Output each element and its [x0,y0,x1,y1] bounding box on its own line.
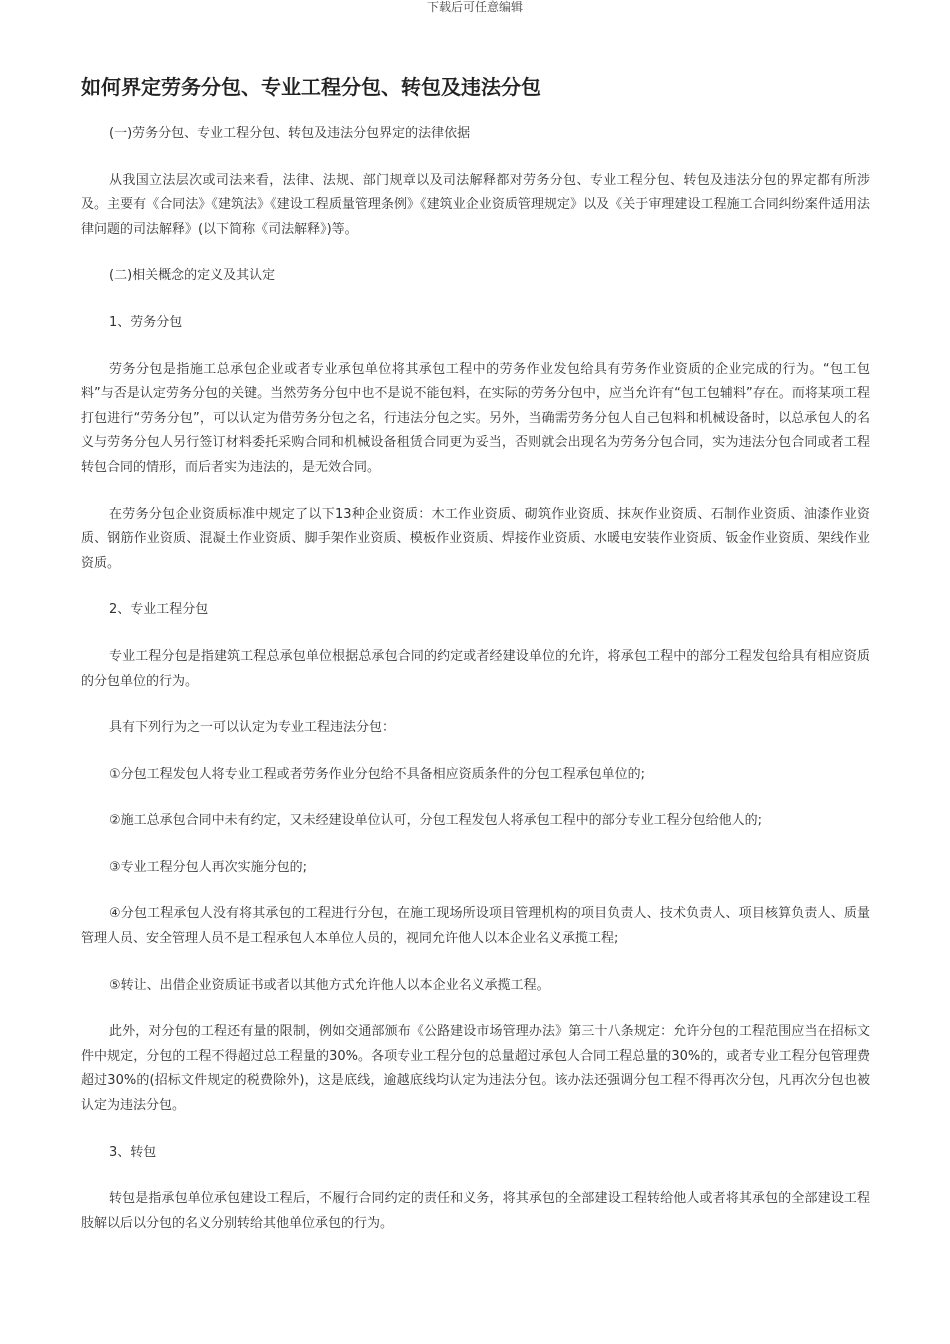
section-heading-legal-basis: (一)劳务分包、专业工程分包、转包及违法分包界定的法律依据 [109,126,471,141]
list-item-2: ②施工总承包合同中未有约定，又未经建设单位认可，分包工程发包人将承包工程中的部分专业工程分包给他人的; [109,813,763,829]
section-heading-definitions: (二)相关概念的定义及其认定 [109,268,276,284]
paragraph-transfer-definition: 转包是指承包单位承包建设工程后，不履行合同约定的责任和义务，将其承包的全部建设工程转给他人或者将其承包的全部建设工程肢解以后以分包的名义分别转给其他单位承包的行为。 [81,1191,870,1231]
paragraph-legal-sources: 从我国立法层次或司法来看，法律、法规、部门规章以及司法解释都对劳务分包、专业工程分包、转包及违法分包的界定都有所涉及。主要有《合同法》《建筑法》《建设工程质量管理条例》《建筑业企业资质管理规定》以及《关于审理建设工程施工合同纠纷案件适用法律问题的司法解释》(以下简称《司法解释》)等。 [81,172,870,237]
header-note: 下载后可任意编辑 [426,0,523,14]
paragraph-professional-subcontract-definition: 专业工程分包是指建筑工程总承包单位根据总承包合同的约定或者经建设单位的允许，将承包工程中的部分工程发包给具有相应资质的分包单位的行为。 [81,648,870,689]
list-item-1: ①分包工程发包人将专业工程或者劳务作业分包给不具备相应资质条件的分包工程承包单位的; [109,766,646,782]
subheading-transfer: 3、转包 [109,1144,157,1160]
list-item-3: ③专业工程分包人再次实施分包的; [109,859,308,875]
list-item-4: ④分包工程承包人没有将其承包的工程进行分包，在施工现场所设项目管理机构的项目负责人、技术负责人、项目核算负责人、质量管理人员、安全管理人员不是工程承包人本单位人员的，视同允许他人以本企业名义承揽工程; [81,906,870,947]
paragraph-labor-qualifications: 在劳务分包企业资质标准中规定了以下13种企业资质：木工作业资质、砌筑作业资质、抹灰作业资质、石制作业资质、油漆作业资质、钢筋作业资质、混凝土作业资质、脚手架作业资质、模板作业资质、焊接作业资质、水暖电安装作业资质、钣金作业资质、架线作业资质。 [81,506,870,571]
list-item-5: ⑤转让、出借企业资质证书或者以其他方式允许他人以本企业名义承揽工程。 [109,977,550,993]
subheading-professional-subcontract: 2、专业工程分包 [109,602,209,618]
document-body [81,72,870,1258]
paragraph-labor-subcontract-definition: 劳务分包是指施工总承包企业或者专业承包单位将其承包工程中的劳务作业发包给具有劳务作业资质的企业完成的行为。“包工包料”与否是认定劳务分包的关键。当然劳务分包中也不是说不能包料，在实际的劳务分包中，应当允许有“包工包辅料”存在。而将某项工程打包进行“劳务分包”，可以认定为借劳务分包之名，行违法分包之实。另外，当确需劳务分包人自己包料和机械设备时，以总承包人的名义与劳务分包人另行签订材料委托采购合同和机械设备租赁合同更为妥当，否则就会出现名为劳务分包合同，实为违法分包合同或者工程转包合同的情形，而后者实为违法的，是无效合同。 [81,361,870,475]
subheading-labor-subcontract: 1、劳务分包 [109,314,183,330]
document-title: 如何界定劳务分包、专业工程分包、转包及违法分包 [81,75,541,99]
paragraph-illegal-subcontract-intro: 具有下列行为之一可以认定为专业工程违法分包： [109,720,396,736]
paragraph-quantity-limit: 此外，对分包的工程还有量的限制，例如交通部颁布《公路建设市场管理办法》第三十八条规定：允许分包的工程范围应当在招标文件中规定，分包的工程不得超过总工程量的30%。各项专业工程分包的总量超过承包人合同工程总量的30%的，或者专业工程分包管理费超过30%的(招标文件规定的税费除外)，这是底线，逾越底线均认定为违法分包。该办法还强调分包工程不得再次分包，凡再次分包也被认定为违法分包。 [81,1024,870,1114]
